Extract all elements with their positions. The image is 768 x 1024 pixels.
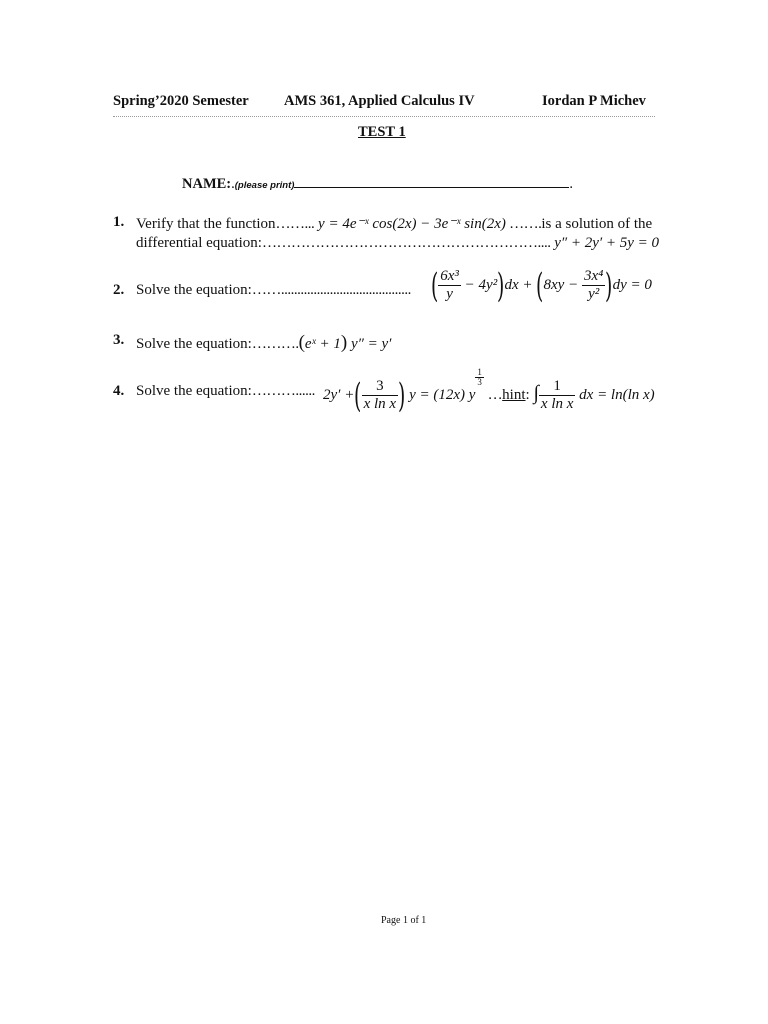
dot-leader: …………………………………………………....	[261, 235, 551, 251]
page-header	[113, 91, 655, 115]
hint-label: hint	[502, 387, 526, 403]
paren-open: (	[430, 265, 439, 306]
question-2-intro: Solve the equation:	[136, 282, 252, 298]
dot-leader: …….	[505, 216, 542, 232]
numerator: 1	[477, 367, 482, 377]
fraction	[438, 268, 461, 303]
question-2-equation	[430, 265, 652, 306]
dot-leader: ………......	[251, 383, 315, 399]
name-end: .	[569, 176, 574, 192]
dot-leader: …	[487, 387, 503, 403]
denominator: y²	[588, 286, 600, 302]
exponent-fraction	[475, 368, 484, 387]
fraction	[539, 378, 575, 413]
question-text	[136, 282, 411, 299]
dot-leader: ……….	[251, 336, 299, 352]
paren-close: )	[398, 375, 406, 416]
question-4-equation	[323, 367, 655, 416]
header-divider	[113, 116, 655, 117]
semester-label: Spring’2020 Semester	[113, 93, 249, 109]
denominator: y	[446, 286, 453, 302]
course-label: AMS 361, Applied Calculus IV	[284, 93, 475, 109]
term: y = (12x) y	[409, 387, 476, 403]
name-dot: .	[231, 176, 235, 192]
question-1-equation: y″ + 2y′ + 5y = 0	[554, 235, 660, 251]
denominator: x ln x	[540, 396, 574, 413]
question-number: 3.	[113, 332, 125, 348]
name-blank	[294, 175, 569, 188]
paren-close: )	[497, 265, 505, 306]
term: eˣ + 1	[304, 336, 341, 352]
question-number: 4.	[113, 383, 125, 399]
term: dy = 0	[612, 276, 652, 293]
numerator: 3	[362, 378, 398, 396]
name-hint: (please print)	[234, 180, 295, 191]
question-4-intro: Solve the equation:	[136, 383, 252, 399]
paren-open: (	[536, 265, 544, 306]
question-3-intro: Solve the equation:	[136, 336, 252, 352]
fraction	[582, 268, 605, 303]
hint-colon: :	[525, 387, 530, 403]
numerator: 6x³	[440, 268, 459, 284]
term: y″ = y′	[350, 336, 392, 352]
term: dx = ln(ln x)	[579, 387, 655, 403]
question-1-equation-label: differential equation:	[136, 235, 262, 251]
dot-leader: ……...	[275, 216, 315, 232]
paren-open: (	[354, 375, 362, 416]
question-number: 2.	[113, 282, 125, 298]
paren-close: )	[605, 265, 613, 306]
term: dx +	[504, 276, 533, 293]
fraction	[362, 378, 398, 413]
denominator: 3	[477, 377, 482, 387]
paren-close: )	[340, 332, 348, 353]
question-text	[136, 332, 391, 354]
denominator: x ln x	[363, 396, 397, 413]
question-2	[113, 265, 658, 318]
name-field	[182, 175, 573, 193]
page-number: Page 1 of 1	[381, 915, 427, 926]
name-label: NAME:	[182, 176, 232, 192]
question-1-function: y = 4e⁻ˣ cos(2x) − 3e⁻ˣ sin(2x)	[318, 216, 506, 232]
numerator: 3x⁴	[583, 268, 604, 284]
dot-leader: ……........................................	[251, 282, 411, 298]
question-text	[136, 214, 652, 233]
paren-open: (	[298, 332, 305, 353]
question-text	[136, 235, 659, 252]
term: 2y′ +	[323, 387, 355, 403]
instructor-label: Iordan P Michev	[542, 93, 646, 109]
question-text	[136, 383, 315, 400]
question-number: 1.	[113, 214, 125, 230]
question-1-intro: Verify that the function	[136, 216, 276, 232]
integral-sign: ∫	[533, 382, 539, 404]
term: 8xy −	[543, 276, 579, 293]
numerator: 1	[539, 378, 575, 396]
page-title: TEST 1	[358, 124, 406, 140]
term: − 4y²	[464, 276, 498, 293]
question-4	[113, 368, 658, 418]
question-1-suffix: is a solution of the	[541, 216, 653, 232]
